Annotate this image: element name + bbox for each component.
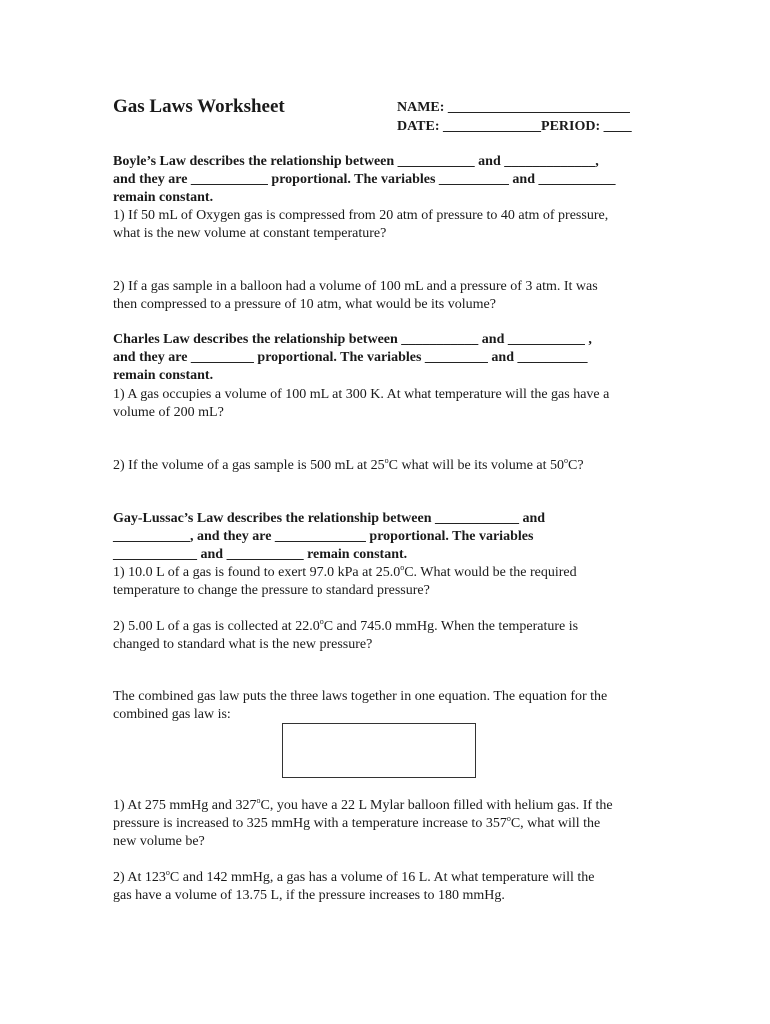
gaylussac-question-2	[113, 618, 673, 654]
boyle-desc-line: and they are ___________ proportional. The variables __________ and ___________	[113, 172, 616, 187]
combined-question-2	[113, 869, 673, 905]
question-line: 1) A gas occupies a volume of 100 mL at 300 K. At what temperature will the gas have a	[113, 387, 610, 402]
equation-answer-box[interactable]	[282, 723, 476, 778]
text-fragment: C and 142 mmHg, a gas has a volume of 16 L. At what temperature will the	[169, 870, 595, 885]
question-line	[113, 869, 673, 887]
text-fragment: C what will be its volume at 50	[388, 458, 565, 473]
boyle-desc-line: Boyle’s Law describes the relationship between ___________ and _____________,	[113, 154, 599, 169]
text-fragment: 1) At 275 mmHg and 327	[113, 798, 257, 813]
date-period-field: DATE: ______________PERIOD: ____	[397, 119, 632, 134]
text-fragment: C?	[568, 458, 584, 473]
question-line: gas have a volume of 13.75 L, if the pressure increases to 180 mmHg.	[113, 888, 505, 903]
question-line: changed to standard what is the new pressure?	[113, 637, 373, 652]
text-fragment: C, you have a 22 L Mylar balloon filled with helium gas. If the	[260, 798, 613, 813]
degree-symbol: o	[256, 796, 261, 805]
boyle-description	[113, 153, 673, 207]
degree-symbol: o	[564, 456, 569, 465]
question-line: then compressed to a pressure of 10 atm, what would be its volume?	[113, 297, 496, 312]
question-line: new volume be?	[113, 834, 205, 849]
question-line	[113, 618, 673, 636]
question-line	[113, 797, 673, 815]
text-fragment: 2) If the volume of a gas sample is 500 mL at 25	[113, 458, 385, 473]
charles-question-2	[113, 457, 673, 475]
text-fragment: C, what will the	[510, 816, 601, 831]
question-line	[113, 564, 673, 582]
gaylussac-desc-line: Gay-Lussac’s Law describes the relationship between ____________ and	[113, 511, 546, 526]
degree-symbol: o	[165, 868, 170, 877]
question-line: 2) If a gas sample in a balloon had a volume of 100 mL and a pressure of 3 atm. It was	[113, 279, 598, 294]
question-line: temperature to change the pressure to standard pressure?	[113, 583, 430, 598]
gaylussac-question-1	[113, 564, 673, 600]
charles-question-1	[113, 386, 673, 422]
question-line	[113, 457, 673, 475]
intro-line: The combined gas law puts the three laws together in one equation. The equation for the	[113, 689, 608, 704]
degree-symbol: o	[384, 456, 389, 465]
text-fragment: 2) 5.00 L of a gas is collected at 22.0	[113, 619, 320, 634]
question-line	[113, 815, 673, 833]
text-fragment: C. What would be the required	[404, 565, 577, 580]
charles-desc-line: remain constant.	[113, 368, 214, 383]
question-line: 1) If 50 mL of Oxygen gas is compressed from 20 atm of pressure to 40 atm of pressure,	[113, 208, 609, 223]
gaylussac-description	[113, 510, 673, 564]
text-fragment: pressure is increased to 325 mmHg with a temperature increase to 357	[113, 816, 507, 831]
charles-desc-line: and they are _________ proportional. The variables _________ and __________	[113, 350, 588, 365]
page-title: Gas Laws Worksheet	[113, 96, 285, 117]
question-line: volume of 200 mL?	[113, 405, 224, 420]
boyle-question-2	[113, 278, 673, 314]
degree-symbol: o	[506, 814, 511, 823]
combined-intro	[113, 688, 673, 724]
text-fragment: C and 745.0 mmHg. When the temperature is	[323, 619, 579, 634]
text-fragment: 2) At 123	[113, 870, 166, 885]
degree-symbol: o	[400, 563, 405, 572]
degree-symbol: o	[319, 617, 324, 626]
name-field: NAME: __________________________	[397, 100, 630, 115]
gaylussac-desc-line: ___________, and they are _____________ proportional. The variables	[113, 529, 534, 544]
combined-question-1	[113, 797, 673, 851]
boyle-question-1	[113, 207, 673, 243]
charles-desc-line: Charles Law describes the relationship between ___________ and ___________ ,	[113, 332, 592, 347]
question-line: what is the new volume at constant temperature?	[113, 226, 387, 241]
boyle-desc-line: remain constant.	[113, 190, 214, 205]
charles-description	[113, 331, 673, 385]
gaylussac-desc-line: ____________ and ___________ remain constant.	[113, 547, 408, 562]
intro-line: combined gas law is:	[113, 707, 231, 722]
text-fragment: 1) 10.0 L of a gas is found to exert 97.0 kPa at 25.0	[113, 565, 401, 580]
